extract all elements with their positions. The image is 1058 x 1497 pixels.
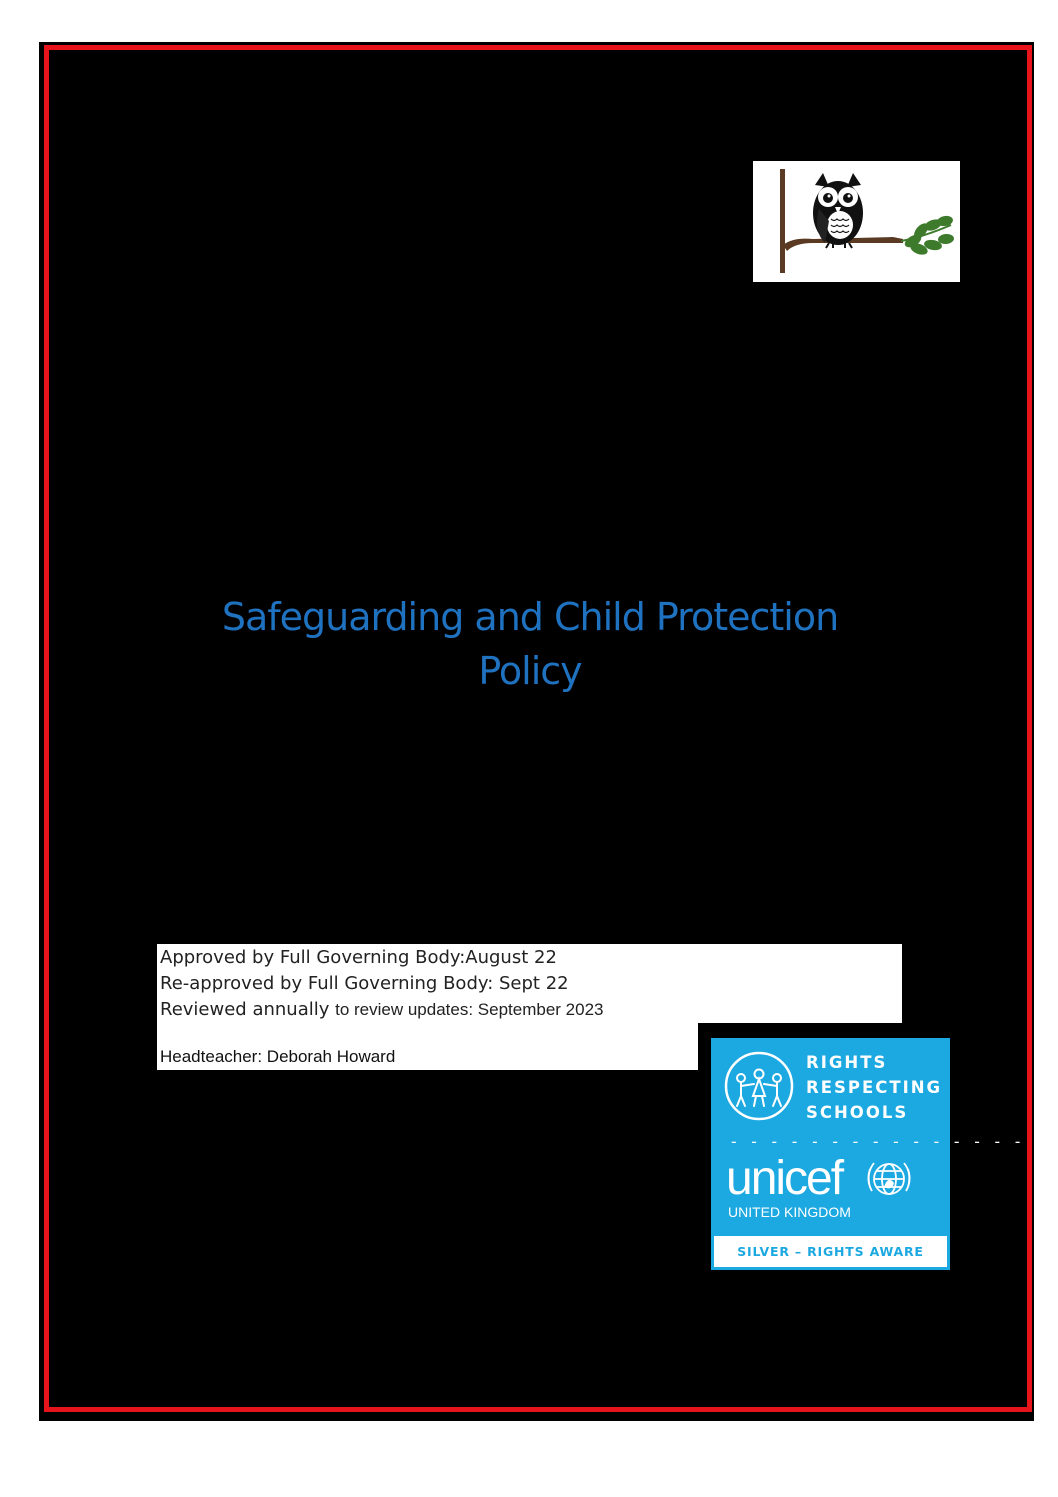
- approval-line-1: Approved by Full Governing Body:August 22: [160, 947, 557, 968]
- unicef-globe-icon: [862, 1157, 916, 1203]
- rrs-line-3: SCHOOLS: [806, 1103, 909, 1122]
- headteacher-box: [157, 1023, 698, 1070]
- approval-details: [157, 944, 902, 1023]
- unicef-wordmark: unicef: [726, 1152, 843, 1205]
- badge-divider: - - - - - - - - - - - - - - -: [729, 1132, 1023, 1151]
- owl-on-branch-icon: [753, 161, 960, 282]
- headteacher-name: Headteacher: Deborah Howard: [160, 1047, 396, 1066]
- title-line-1: Safeguarding and Child Protection: [221, 595, 839, 639]
- award-level: SILVER – RIGHTS AWARE: [714, 1236, 947, 1267]
- document-title: [100, 590, 960, 698]
- approval-line-3-end: to review updates: September 2023: [335, 1000, 604, 1019]
- unicef-country: UNITED KINGDOM: [728, 1204, 851, 1220]
- rrs-heading: [806, 1050, 942, 1125]
- approval-line-2: Re-approved by Full Governing Body: Sept 22: [160, 973, 569, 994]
- approval-line-3-start: Reviewed annually: [160, 999, 336, 1020]
- rights-respecting-schools-badge: [711, 1038, 1023, 1270]
- children-holding-hands-icon: [723, 1050, 795, 1122]
- school-logo: [753, 161, 960, 282]
- title-line-2: Policy: [478, 649, 582, 693]
- approval-line-3: [160, 999, 604, 1020]
- rrs-line-2: RESPECTING: [806, 1078, 943, 1097]
- rrs-line-1: RIGHTS: [806, 1053, 888, 1072]
